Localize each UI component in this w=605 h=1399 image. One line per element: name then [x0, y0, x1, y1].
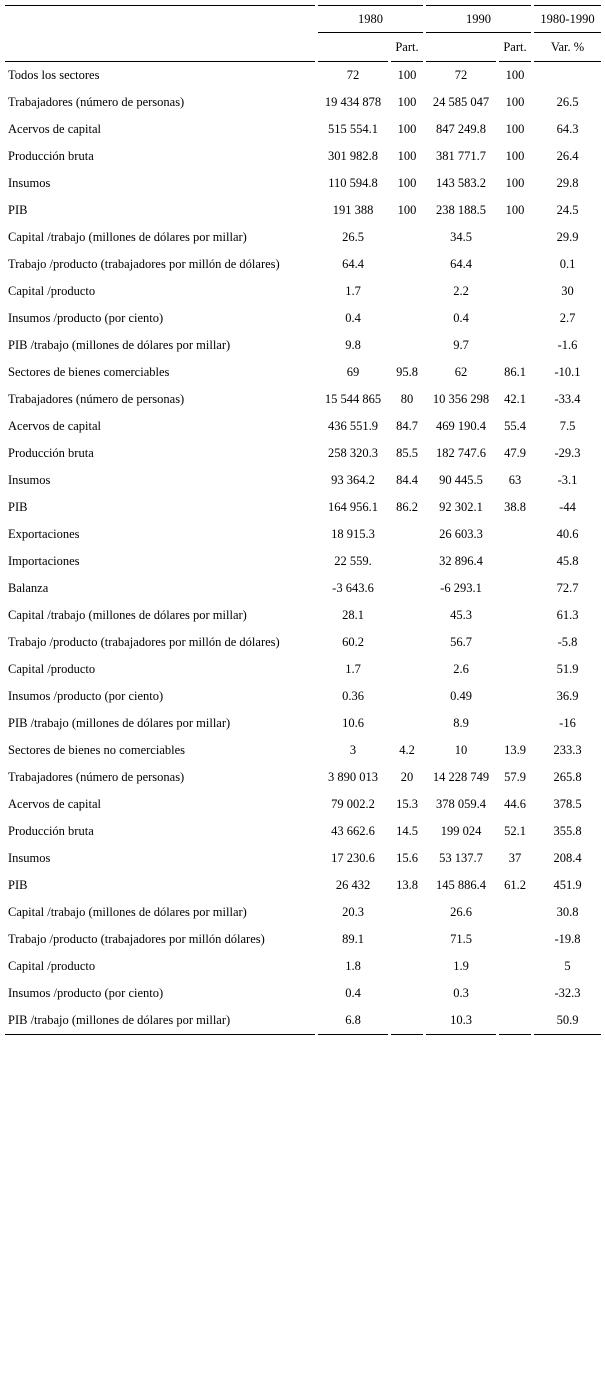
table-row [5, 602, 601, 629]
value-1980: 69 [346, 365, 360, 379]
part-1990 [499, 1007, 531, 1035]
header-blank [426, 33, 496, 62]
value-1990: 24 585 047 [432, 95, 490, 109]
part-1990: 100 [505, 149, 525, 163]
var-pct: 30.8 [556, 905, 579, 919]
value-1980: 15 544 865 [324, 392, 382, 406]
row-label: Balanza [8, 581, 49, 595]
value-1990: 71.5 [450, 932, 472, 946]
value-1990: 92 302.1 [439, 500, 483, 514]
value-1980: 28.1 [342, 608, 364, 622]
value-1980: 26.5 [342, 230, 364, 244]
value-1990: 14 228 749 [432, 770, 490, 784]
var-pct: 451.9 [553, 878, 582, 892]
var-pct: 29.9 [556, 230, 579, 244]
table-row [5, 980, 601, 1007]
value-1990: 0.3 [453, 986, 469, 1000]
part-1980: 15.6 [396, 851, 418, 865]
var-pct: 51.9 [556, 662, 579, 676]
value-1980: 72 [346, 68, 360, 82]
part-1980: 100 [397, 176, 417, 190]
value-1980: 64.4 [342, 257, 364, 271]
var-pct: 29.8 [556, 176, 579, 190]
part-1990 [499, 305, 531, 332]
value-1990: 26 603.3 [439, 527, 483, 541]
var-pct: -10.1 [554, 365, 581, 379]
var-pct: 50.9 [534, 1007, 601, 1035]
header-row-years [5, 5, 601, 33]
part-1980 [391, 332, 423, 359]
part-1990: 47.9 [504, 446, 526, 460]
row-label: Capital /trabajo (millones de dólares por millar) [8, 905, 247, 919]
row-label: Importaciones [8, 554, 80, 568]
part-1980 [391, 656, 423, 683]
header-blank [5, 33, 315, 62]
table-row [5, 683, 601, 710]
part-1990 [499, 224, 531, 251]
part-1980 [391, 710, 423, 737]
part-1980: 80 [400, 392, 414, 406]
part-1980: 15.3 [396, 797, 418, 811]
table-row [5, 764, 601, 791]
value-1980: 17 230.6 [331, 851, 375, 865]
var-pct: 61.3 [556, 608, 579, 622]
value-1980: 1.8 [345, 959, 361, 973]
part-1990: 52.1 [504, 824, 526, 838]
value-1980: 0.36 [342, 689, 364, 703]
row-label: Insumos /producto (por ciento) [8, 689, 164, 703]
table-row [5, 1007, 601, 1035]
part-1980: 100 [397, 203, 417, 217]
table-row [5, 413, 601, 440]
part-1990 [499, 899, 531, 926]
header-range: 1980-1990 [534, 5, 601, 33]
header-1980: 1980 [318, 5, 423, 33]
header-blank [5, 5, 315, 33]
table-row [5, 845, 601, 872]
value-1980: 6.8 [318, 1007, 388, 1035]
header-blank [318, 33, 388, 62]
table-row [5, 170, 601, 197]
row-label: Producción bruta [8, 446, 94, 460]
part-1990: 57.9 [504, 770, 526, 784]
part-1980 [391, 575, 423, 602]
row-label: Insumos [8, 473, 51, 487]
part-1980 [391, 1007, 423, 1035]
value-1990: 10.3 [426, 1007, 496, 1035]
row-label: Capital /producto [8, 662, 96, 676]
var-pct: 5 [564, 959, 571, 973]
value-1980: 60.2 [342, 635, 364, 649]
header-1990: 1990 [426, 5, 531, 33]
part-1990 [499, 548, 531, 575]
part-1980: 14.5 [396, 824, 418, 838]
table-row [5, 224, 601, 251]
part-1990 [499, 251, 531, 278]
table-row [5, 62, 601, 89]
var-pct: 36.9 [556, 689, 579, 703]
table-row [5, 872, 601, 899]
table-row [5, 251, 601, 278]
part-1990: 44.6 [504, 797, 526, 811]
value-1980: 20.3 [342, 905, 364, 919]
row-label: PIB /trabajo (millones de dólares por millar) [8, 338, 231, 352]
value-1990: 32 896.4 [439, 554, 483, 568]
var-pct: 45.8 [556, 554, 579, 568]
part-1980 [391, 980, 423, 1007]
part-1980: 100 [397, 95, 417, 109]
row-label: Capital /producto [8, 284, 96, 298]
part-1990: 100 [505, 176, 525, 190]
part-1980: 20 [400, 770, 414, 784]
part-1980: 85.5 [396, 446, 418, 460]
header-part-1980: Part. [391, 33, 423, 62]
var-pct: 30 [561, 284, 574, 298]
value-1980: 436 551.9 [328, 419, 378, 433]
value-1980: -3 643.6 [332, 581, 374, 595]
value-1980: 1.7 [345, 284, 361, 298]
part-1980: 84.7 [396, 419, 418, 433]
part-1980 [391, 548, 423, 575]
var-pct: 72.7 [556, 581, 579, 595]
value-1980: 79 002.2 [331, 797, 375, 811]
value-1990: 145 886.4 [436, 878, 486, 892]
var-pct: 26.4 [556, 149, 579, 163]
var-pct: 378.5 [553, 797, 582, 811]
var-pct: 355.8 [553, 824, 582, 838]
part-1990 [499, 278, 531, 305]
value-1980: 10.6 [342, 716, 364, 730]
value-1980: 3 890 013 [328, 770, 378, 784]
part-1990: 61.2 [504, 878, 526, 892]
var-pct: -5.8 [557, 635, 578, 649]
var-pct: -44 [559, 500, 576, 514]
table-row [5, 737, 601, 764]
value-1990: 2.6 [453, 662, 469, 676]
header-part-1990: Part. [499, 33, 531, 62]
row-label: Trabajo /producto (trabajadores por millón de dólares) [8, 635, 280, 649]
value-1980: 93 364.2 [331, 473, 375, 487]
value-1990: 45.3 [450, 608, 472, 622]
table-row [5, 926, 601, 953]
part-1990 [499, 926, 531, 953]
part-1990: 63 [508, 473, 522, 487]
part-1980 [391, 629, 423, 656]
part-1980 [391, 953, 423, 980]
value-1980: 89.1 [342, 932, 364, 946]
table-row [5, 575, 601, 602]
part-1980: 95.8 [396, 365, 418, 379]
row-label: Capital /trabajo (millones de dólares por millar) [8, 230, 247, 244]
row-label: Insumos [8, 851, 51, 865]
part-1990 [499, 521, 531, 548]
row-label: Trabajo /producto (trabajadores por millón de dólares) [8, 257, 280, 271]
header-row-sub [5, 33, 601, 62]
value-1980: 191 388 [332, 203, 374, 217]
row-label: Insumos [8, 176, 51, 190]
row-label: Producción bruta [8, 149, 94, 163]
header-var: Var. % [534, 33, 601, 62]
part-1980 [391, 602, 423, 629]
value-1990: 8.9 [453, 716, 469, 730]
value-1990: 847 249.8 [436, 122, 486, 136]
part-1990 [499, 629, 531, 656]
part-1980 [391, 926, 423, 953]
value-1980: 18 915.3 [331, 527, 375, 541]
table-row [5, 116, 601, 143]
table-row [5, 521, 601, 548]
row-label: Capital /trabajo (millones de dólares por millar) [8, 608, 247, 622]
value-1990: 53 137.7 [439, 851, 483, 865]
row-label: Trabajadores (número de personas) [8, 95, 185, 109]
table-row [5, 467, 601, 494]
part-1990: 100 [505, 95, 525, 109]
value-1980: 0.4 [345, 986, 361, 1000]
table-row [5, 656, 601, 683]
value-1990: 238 188.5 [436, 203, 486, 217]
row-label: PIB /trabajo (millones de dólares por millar) [8, 716, 231, 730]
var-pct: 40.6 [556, 527, 579, 541]
part-1980: 100 [397, 149, 417, 163]
row-label: PIB [8, 878, 28, 892]
value-1990: 378 059.4 [436, 797, 486, 811]
var-pct: -19.8 [554, 932, 581, 946]
row-label: Producción bruta [8, 824, 94, 838]
part-1990: 86.1 [504, 365, 526, 379]
value-1990: 469 190.4 [436, 419, 486, 433]
var-pct: -1.6 [557, 338, 578, 352]
value-1990: 0.49 [450, 689, 472, 703]
data-table [2, 5, 604, 1035]
row-label: Acervos de capital [8, 797, 102, 811]
value-1980: 3 [349, 743, 357, 757]
var-pct: 208.4 [553, 851, 582, 865]
table-row [5, 548, 601, 575]
row-label: Trabajadores (número de personas) [8, 392, 185, 406]
part-1980: 4.2 [399, 743, 415, 757]
part-1980: 86.2 [396, 500, 418, 514]
row-label: PIB /trabajo (millones de dólares por millar) [5, 1007, 315, 1035]
var-pct: 7.5 [559, 419, 576, 433]
value-1980: 0.4 [345, 311, 361, 325]
part-1990: 38.8 [504, 500, 526, 514]
part-1990 [499, 656, 531, 683]
var-pct: 24.5 [556, 203, 579, 217]
value-1990: 143 583.2 [436, 176, 486, 190]
value-1980: 1.7 [345, 662, 361, 676]
table-row [5, 953, 601, 980]
value-1990: 90 445.5 [439, 473, 483, 487]
part-1990 [499, 980, 531, 1007]
value-1980: 301 982.8 [328, 149, 378, 163]
value-1990: 9.7 [453, 338, 469, 352]
value-1980: 258 320.3 [328, 446, 378, 460]
table-row [5, 197, 601, 224]
value-1990: 1.9 [453, 959, 469, 973]
value-1990: 199 024 [440, 824, 482, 838]
value-1990: 56.7 [450, 635, 472, 649]
var-pct: -29.3 [554, 446, 581, 460]
value-1990: -6 293.1 [440, 581, 482, 595]
part-1980 [391, 683, 423, 710]
table-row [5, 359, 601, 386]
var-pct: -3.1 [557, 473, 578, 487]
part-1990 [499, 953, 531, 980]
part-1990 [499, 602, 531, 629]
value-1990: 0.4 [453, 311, 469, 325]
part-1980 [391, 251, 423, 278]
var-pct: 64.3 [556, 122, 579, 136]
table-row [5, 899, 601, 926]
part-1980: 100 [397, 68, 417, 82]
table-row [5, 278, 601, 305]
row-label: Insumos /producto (por ciento) [8, 311, 164, 325]
table-row [5, 818, 601, 845]
table-row [5, 710, 601, 737]
var-pct: 233.3 [553, 743, 582, 757]
row-label: Sectores de bienes no comerciables [8, 743, 186, 757]
value-1990: 10 [454, 743, 468, 757]
value-1980: 164 956.1 [328, 500, 378, 514]
table-row [5, 89, 601, 116]
value-1990: 10 356 298 [432, 392, 490, 406]
row-label: Insumos /producto (por ciento) [8, 986, 164, 1000]
value-1980: 26 432 [335, 878, 371, 892]
part-1980 [391, 278, 423, 305]
value-1990: 2.2 [453, 284, 469, 298]
part-1990 [499, 683, 531, 710]
value-1980: 22 559. [334, 554, 372, 568]
value-1980: 43 662.6 [331, 824, 375, 838]
var-pct: 265.8 [553, 770, 582, 784]
value-1980: 19 434 878 [324, 95, 382, 109]
var-pct [534, 62, 601, 89]
row-label: Todos los sectores [8, 68, 100, 82]
value-1980: 515 554.1 [328, 122, 378, 136]
part-1990: 13.9 [504, 743, 526, 757]
row-label: Acervos de capital [8, 419, 102, 433]
part-1990 [499, 332, 531, 359]
value-1990: 381 771.7 [436, 149, 486, 163]
var-pct: -33.4 [554, 392, 581, 406]
part-1990: 100 [505, 122, 525, 136]
row-label: Acervos de capital [8, 122, 102, 136]
part-1990: 42.1 [504, 392, 526, 406]
part-1980: 84.4 [396, 473, 418, 487]
value-1990: 72 [454, 68, 468, 82]
row-label: Trabajadores (número de personas) [8, 770, 185, 784]
row-label: Capital /producto [8, 959, 96, 973]
table-row [5, 143, 601, 170]
row-label: Sectores de bienes comerciables [8, 365, 170, 379]
table-row [5, 332, 601, 359]
part-1990: 37 [508, 851, 522, 865]
value-1990: 182 747.6 [436, 446, 486, 460]
part-1980 [391, 224, 423, 251]
value-1980: 110 594.8 [328, 176, 378, 190]
var-pct: 2.7 [559, 311, 576, 325]
value-1990: 26.6 [450, 905, 472, 919]
table-row [5, 440, 601, 467]
row-label: PIB [8, 203, 28, 217]
part-1990: 100 [505, 203, 525, 217]
var-pct: 26.5 [556, 95, 579, 109]
part-1990: 100 [505, 68, 525, 82]
part-1990: 55.4 [504, 419, 526, 433]
row-label: Trabajo /producto (trabajadores por millón dólares) [8, 932, 265, 946]
part-1980: 13.8 [396, 878, 418, 892]
part-1980: 100 [397, 122, 417, 136]
var-pct: -32.3 [554, 986, 581, 1000]
table-row [5, 629, 601, 656]
table-row [5, 305, 601, 332]
table-row [5, 386, 601, 413]
part-1980 [391, 305, 423, 332]
value-1990: 34.5 [450, 230, 472, 244]
row-label: PIB [8, 500, 28, 514]
value-1990: 62 [454, 365, 468, 379]
table-row [5, 494, 601, 521]
var-pct: 0.1 [559, 257, 576, 271]
table-row [5, 791, 601, 818]
value-1990: 64.4 [450, 257, 472, 271]
part-1980 [391, 521, 423, 548]
part-1990 [499, 710, 531, 737]
var-pct: -16 [559, 716, 576, 730]
part-1980 [391, 899, 423, 926]
row-label: Exportaciones [8, 527, 80, 541]
value-1980: 9.8 [345, 338, 361, 352]
part-1990 [499, 575, 531, 602]
